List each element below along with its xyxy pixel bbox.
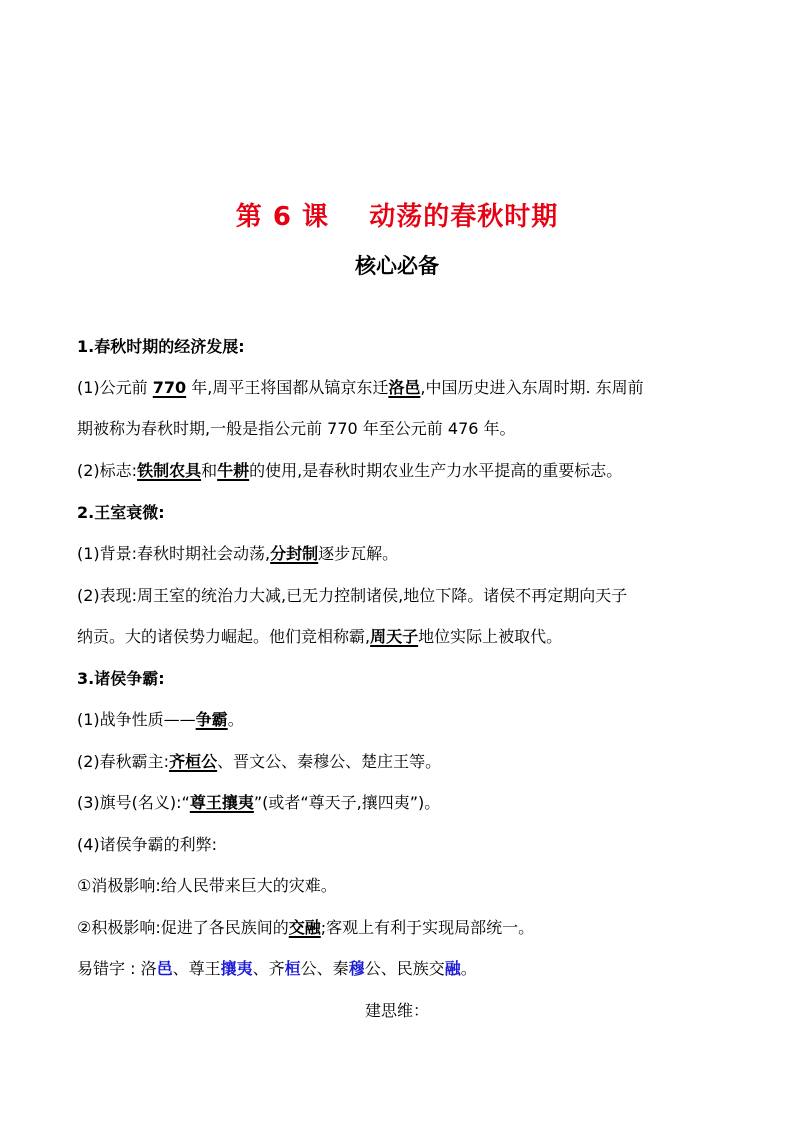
hegemony-negative: ①消极影响:给人民带来巨大的灾难。 [77,876,337,895]
economy-point-1-cont: 期被称为春秋时期,一般是指公元前 770 年至公元前 476 年。 [77,419,516,438]
economy-point-2: (2)标志:铁制农具和牛耕的使用,是春秋时期农业生产力水平提高的重要标志。 [77,461,623,480]
section-subtitle: 核心必备 [355,254,439,278]
hegemony-positive: ②积极影响:促进了各民族间的交融;客观上有利于实现局部统一。 [77,918,535,937]
lesson-title: 第 6 课 动荡的春秋时期 [235,202,559,232]
answer-jiaorong: 交融 [288,918,321,937]
heading-economy: 1.春秋时期的经济发展: [77,337,245,356]
answer-zunwang: 尊王攘夷 [189,793,254,812]
heading-royal-decline: 2.王室衰微: [77,503,165,522]
answer-luoyi: 洛邑 [388,378,421,397]
decline-point-1: (1)背景:春秋时期社会动荡,分封制逐步瓦解。 [77,544,399,563]
answer-ox-plough: 牛耕 [217,461,250,480]
hegemony-point-1: (1)战争性质——争霸。 [77,710,244,729]
heading-hegemony: 3.诸侯争霸: [77,669,165,688]
answer-770: 770 [152,378,187,397]
economy-point-1: (1)公元前 770 年,周平王将国都从镐京东迁洛邑,中国历史进入东周时期. 东周前 [77,378,644,397]
footer-build-thinking: 建思维： [364,1001,429,1020]
decline-point-2-cont: 纳贡。大的诸侯势力崛起。他们竞相称霸,周天子地位实际上被取代。 [77,627,563,646]
error-prone-words: 易错字 : 洛邑、尊王攘夷、齐桓公、秦穆公、民族交融。 [77,959,477,978]
answer-zhengba: 争霸 [195,710,228,729]
decline-point-2: (2)表现:周王室的统治力大减,已无力控制诸侯,地位下降。诸侯不再定期向天子 [77,586,628,605]
hegemony-point-4: (4)诸侯争霸的利弊: [77,835,218,854]
answer-qi-huangong: 齐桓公 [169,752,218,771]
hegemony-point-3: (3)旗号(名义):“尊王攘夷”(或者“尊天子,攘四夷”)。 [77,793,441,812]
answer-fengjian: 分封制 [270,544,319,563]
hegemony-point-2: (2)春秋霸主:齐桓公、晋文公、秦穆公、楚庄王等。 [77,752,442,771]
answer-zhou-king: 周天子 [370,627,419,646]
answer-iron-tools: 铁制农具 [137,461,202,480]
